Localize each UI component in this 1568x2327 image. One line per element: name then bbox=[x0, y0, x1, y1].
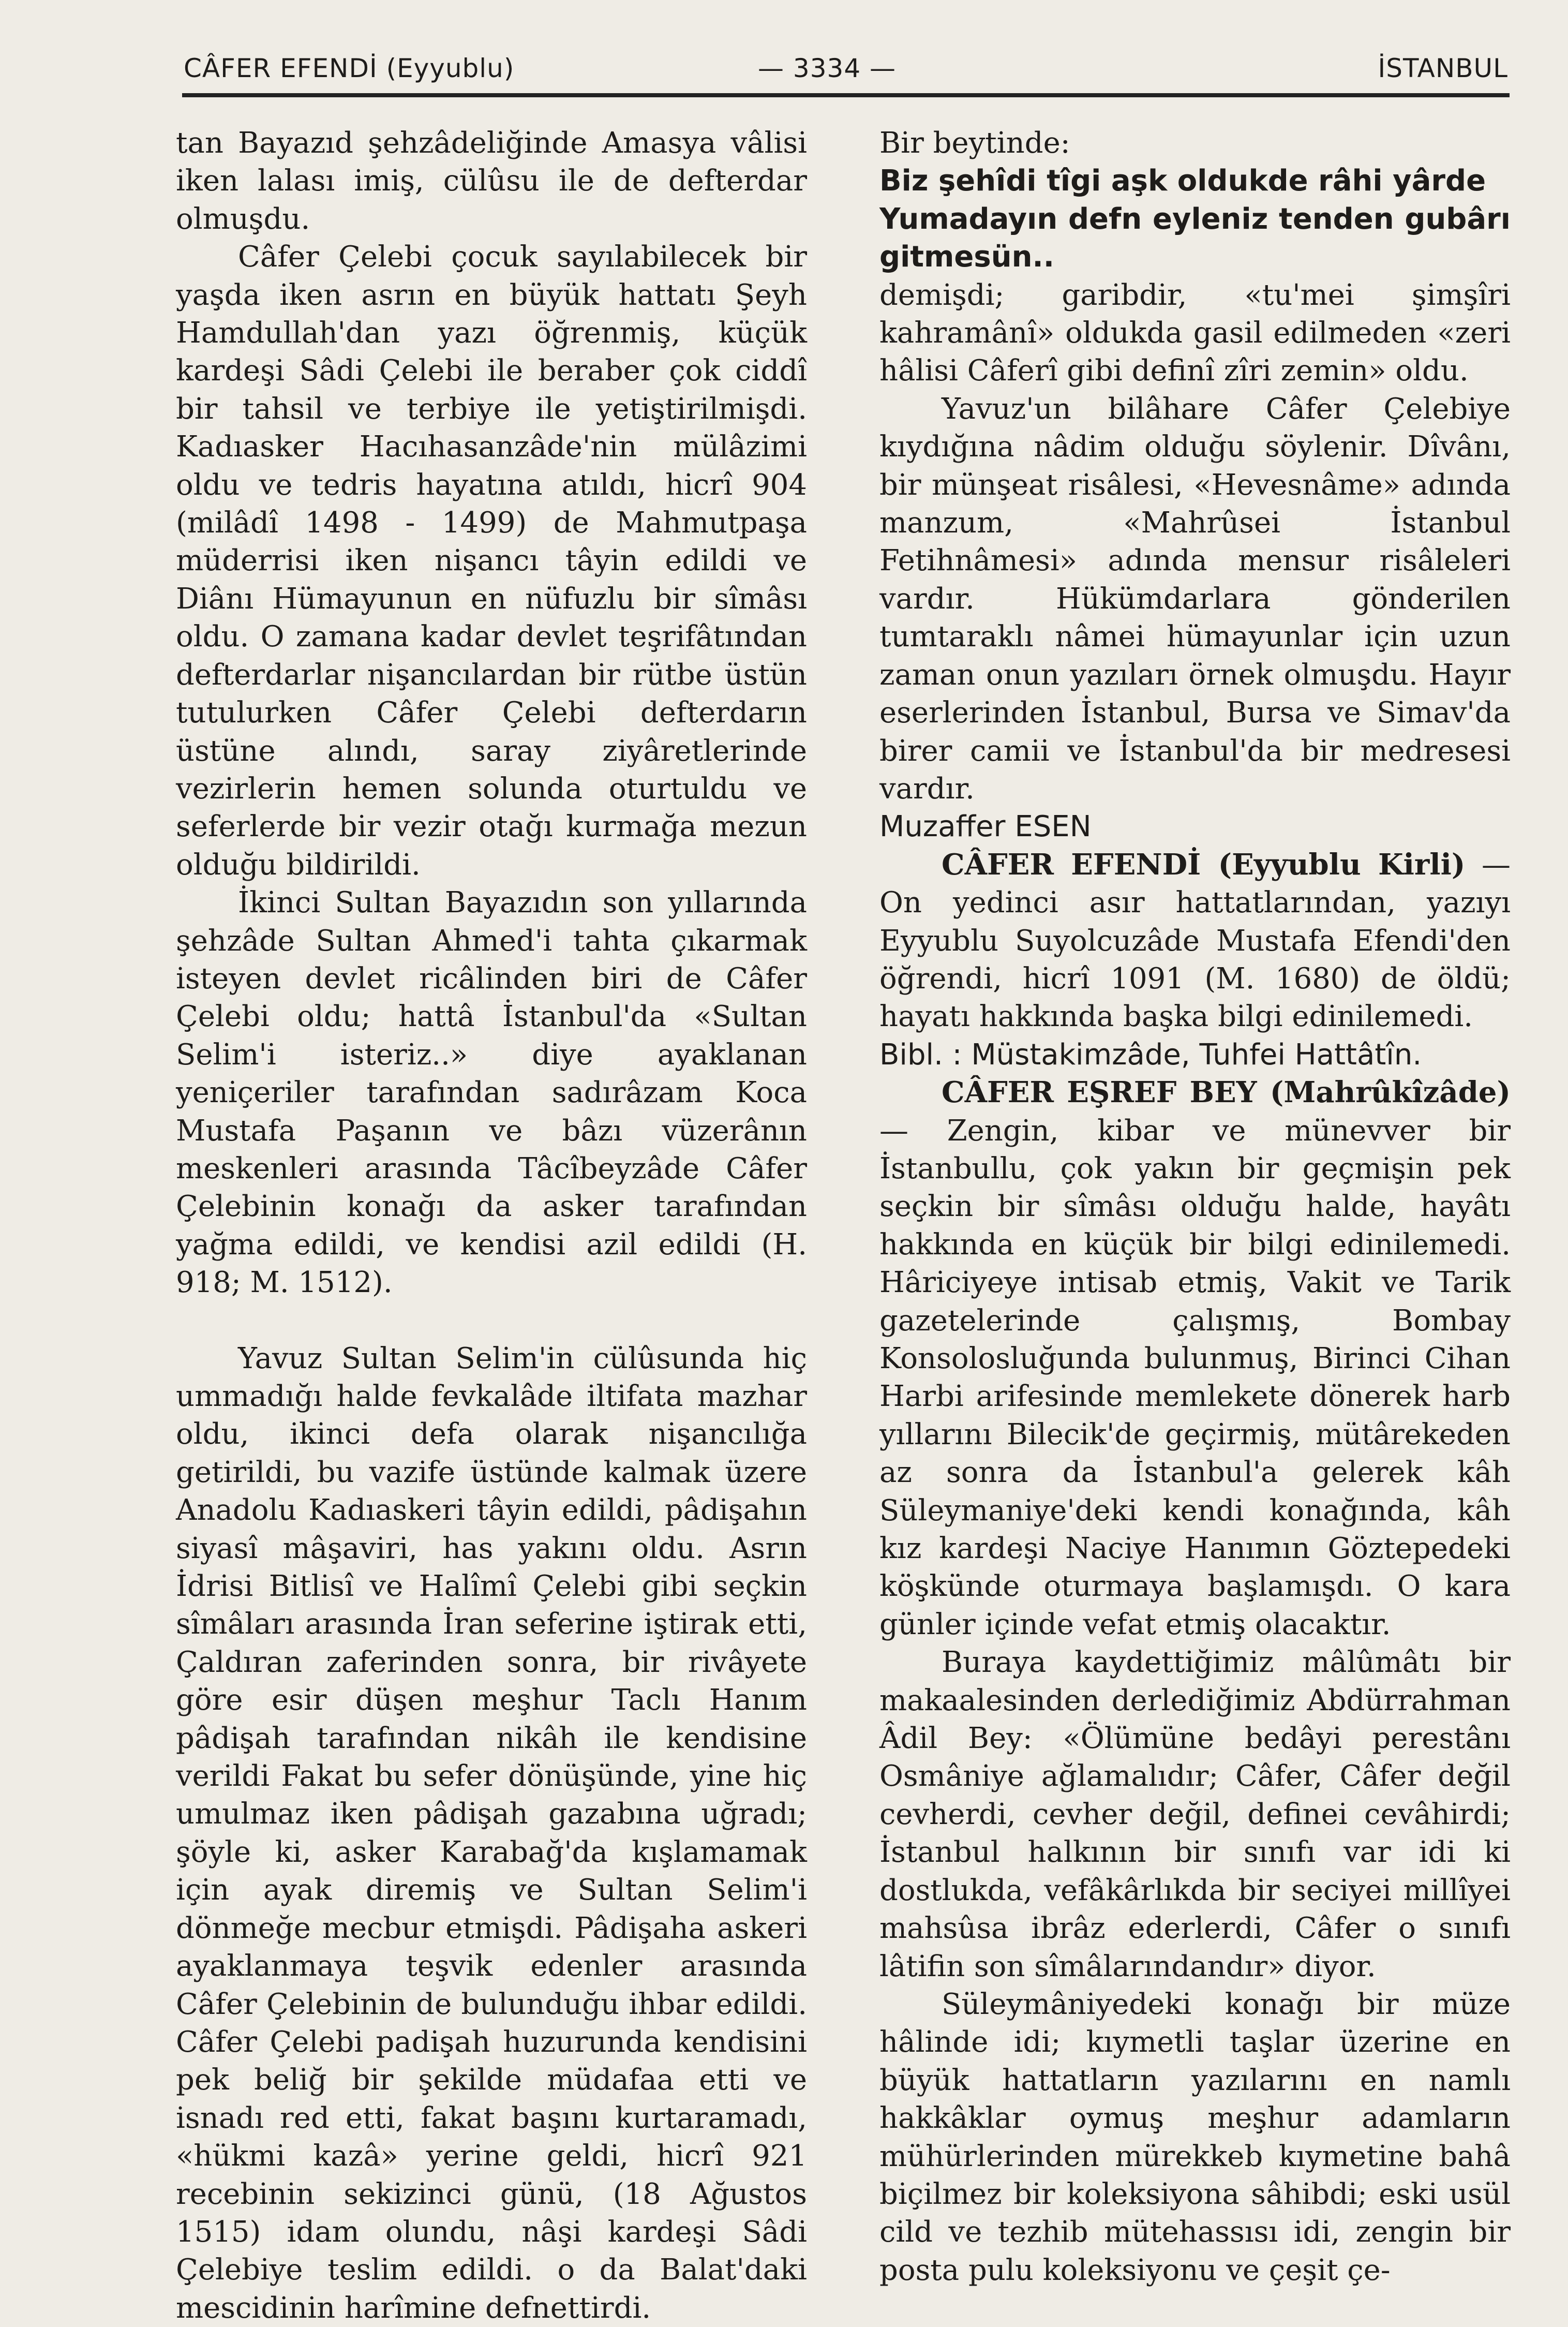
right-column bbox=[879, 124, 1511, 2289]
paragraph: Câfer Çelebi çocuk sayılabilecek bir yaşda iken asrın en büyük hattatı Şeyh Hamdullah'dan yazı öğrenmiş, küçük kardeşi Sâdi Çelebi ile beraber çok ciddî bir tahsil ve terbiye ile yetiştirilmişdi. Kadıasker Hacıhasanzâde'nin mülâzimi oldu ve tedris hayatına atıldı, hicrî 904 (milâdî 1498 - 1499) de Mahmutpaşa müderrisi iken nişancı tâyin edildi ve Diânı Hümayunun en nüfuzlu bir sîmâsı oldu. O zamana kadar devlet teşrifâtından defterdarlar nişancılardan bir rütbe üstün tutulurken Câfer Çelebi defterdarın üstüne alındı, saray ziyâretlerinde vezirlerin hemen solunda oturtuldu ve seferlerde bir vezir otağı kurmağa mezun olduğu bildirildi. bbox=[176, 240, 807, 882]
entry-cafer-efendi bbox=[879, 846, 1511, 1036]
left-column bbox=[176, 124, 807, 2327]
paragraph: Süleymâniyedeki konağı bir müze hâlinde idi; kıymetli taşlar üzerine en büyük hattatların yazılarını en namlı hakkâklar oymuş meşhur adamların mühürlerinden mürekkeb kıymetine bahâ biçilmez bir koleksiyona sâhibdi; eski usül cild ve tezhib mütehassısı idi, zengin bir posta pulu koleksiyonu ve çeşit çe- bbox=[879, 1987, 1511, 2287]
header-rule bbox=[182, 93, 1510, 97]
poem-line: Yumadayın defn eyleniz tenden gubârı gitmesün.. bbox=[879, 202, 1511, 274]
page-number: — 3334 — bbox=[758, 53, 897, 83]
poem-line: Biz şehîdi tîgi aşk oldukde râhi yârde bbox=[879, 164, 1486, 198]
entry-title: CÂFER EFENDİ (Eyyublu Kirli) bbox=[942, 847, 1466, 882]
entry-cafer-esref-bey bbox=[879, 1074, 1511, 1643]
beyt-intro: Bir beytinde: bbox=[879, 126, 1070, 160]
author-signature: Muzaffer ESEN bbox=[879, 810, 1092, 844]
paragraph: İkinci Sultan Bayazıdın son yıllarında şehzâde Sultan Ahmed'i tahta çıkarmak isteyen devlet ricâlinden biri de Câfer Çelebi oldu; hattâ İstanbul'da «Sultan Selim'i isteriz..» diye ayaklanan yeniçeriler tarafından sadırâzam Koca Mustafa Paşanın ve bâzı vüzerânın meskenleri arasında Tâcîbeyzâde Câfer Çelebinin konağı da asker tarafından yağma edildi, ve kendisi azil edildi (H. 918; M. 1512). bbox=[176, 886, 807, 1300]
header-section: İSTANBUL bbox=[1378, 53, 1508, 83]
paragraph: tan Bayazıd şehzâdeliğinde Amasya vâlisi iken lalası imiş, cülûsu ile de defterdar olmuşdu. bbox=[176, 126, 807, 236]
paragraph: Yavuz Sultan Selim'in cülûsunda hiç ummadığı halde fevkalâde iltifata mazhar oldu, ikinci defa olarak nişancılığa getirildi, bu vazife üstünde kalmak üzere Anadolu Kadıaskeri tâyin edildi, pâdişahın siyasî mâşaviri, has yakını oldu. Asrın İdrisi Bitlisî ve Halîmî Çelebi gibi seçkin sîmâları arasında İran seferine iştirak etti, Çaldıran zaferinden sonra, bir rivâyete göre esir düşen meşhur Taclı Hanım pâdişah tarafından nikâh ile kendisine verildi Fakat bu sefer dönüşünde, yine hiç umulmaz iken pâdişah gazabına uğradı; şöyle ki, asker Karabağ'da kışlamamak için ayak diremiş ve Sultan Selim'i dönmeğe mecbur etmişdi. Pâdişaha askeri ayaklanmaya teşvik edenler arasında Câfer Çelebinin de bulunduğu ihbar edildi. Câfer Çelebi padişah huzurunda kendisini pek beliğ bir şekilde müdafaa etti ve isnadı red etti, fakat başını kurtaramadı, «hükmi kazâ» yerine geldi, hicrî 921 recebinin sekizinci günü, (18 Ağustos 1515) idam olundu, nâşi kardeşi Sâdi Çelebiye teslim edildi. o da Balat'daki mescidinin harîmine defnettirdi. bbox=[176, 1341, 807, 2325]
entry-text: — Zengin, kibar ve münevver bir İstanbullu, çok yakın bir geçmişin pek seçkin bir sîmâsı olduğu halde, hayâtı hakkında en küçük bir bilgi edinilemedi. Hâriciyeye intisab etmiş, Vakit ve Tarik gazetelerinde çalışmış, Bombay Konsolosluğunda bulunmuş, Birinci Cihan Harbi arifesinde memlekete dönerek harb yıllarını Bilecik'de geçirmiş, mütârekeden az sonra da İstanbul'a gelerek kâh Süleymaniye'deki kendi konağında, kâh kız kardeşi Naciye Hanımın Göztepedeki köşkünde oturmaya başlamışdı. O kara günler içinde vefat etmiş olacaktır. bbox=[879, 1114, 1511, 1641]
entry-text: — On yedinci asır hattatlarından, yazıyı Eyyublu Suyolcuzâde Mustafa Efendi'den öğrendi, hicrî 1091 (M. 1680) de öldü; hayatı hakkında başka bilgi edinilemedi. bbox=[879, 848, 1511, 1034]
running-header bbox=[184, 49, 1508, 91]
paragraph: Buraya kaydettiğimiz mâlûmâtı bir makaalesinden derlediğimiz Abdürrahman Âdil Bey: «Ölümüne bedâyi perestânı Osmâniye ağlamalıdır; Câfer, Câfer değil cevherdi, cevher değil, definei cevâhirdi; İstanbul halkının bir sınıfı var idi ki dostlukda, vefâkârlıkda bir seciyei millîyei mahsûsa ibrâz ederlerdi, Câfer o sınıfı lâtifin son sîmâlarındandır» diyor. bbox=[879, 1646, 1511, 1983]
bibliography: Bibl. : Müstakimzâde, Tuhfei Hattâtîn. bbox=[879, 1037, 1422, 1072]
paragraph: demişdi; garibdir, «tu'mei şimşîri kahramânî» oldukda gasil edilmeden «zeri hâlisi Câferî gibi definî zîri zemin» oldu. bbox=[879, 278, 1511, 388]
entry-title: CÂFER EŞREF BEY (Mahrûkîzâde) bbox=[942, 1075, 1511, 1110]
paragraph: Yavuz'un bilâhare Câfer Çelebiye kıydığına nâdim olduğu söylenir. Dîvânı, bir münşeat risâlesi, «Hevesnâme» adında manzum, «Mahrûsei İstanbul Fetihnâmesi» adında mensur risâleleri vardır. Hükümdarlara gönderilen tumtaraklı nâmei hümayunlar için uzun zaman onun yazıları örnek olmuşdu. Hayır eserlerinden İstanbul, Bursa ve Simav'da birer camii ve İstanbul'da bir medresesi vardır. bbox=[879, 392, 1511, 806]
header-entry-title: CÂFER EFENDİ (Eyyublu) bbox=[184, 53, 515, 83]
